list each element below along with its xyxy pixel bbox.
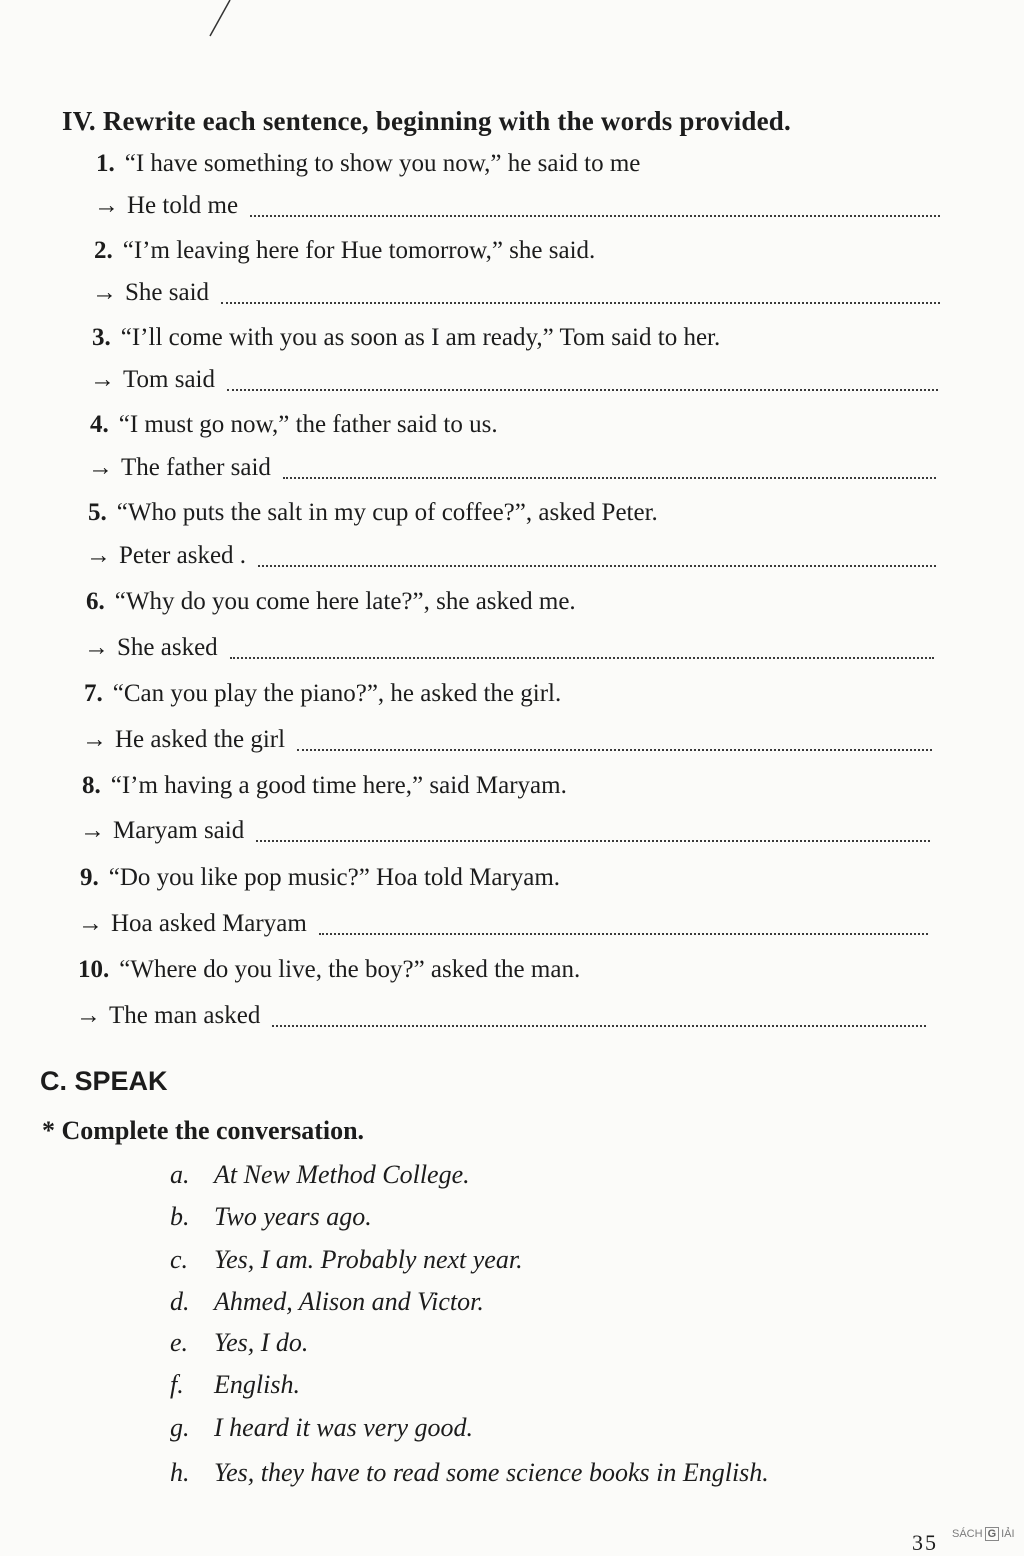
speak-instruction: * Complete the conversation. [42, 1116, 365, 1145]
arrow-icon: → [88, 454, 113, 481]
question-7 [84, 680, 561, 708]
answer-prompt: He asked the girl [115, 726, 286, 753]
option-letter: f. [170, 1370, 184, 1399]
answer-line-2[interactable] [92, 279, 940, 307]
question-10 [78, 956, 580, 984]
answer-blank[interactable] [272, 1025, 926, 1027]
option-e [170, 1328, 308, 1358]
answer-blank[interactable] [227, 389, 938, 391]
watermark-text-left: SÁCH [952, 1528, 983, 1540]
answer-prompt: He told me [127, 192, 239, 219]
answer-prompt: Peter asked . [119, 542, 247, 569]
question-sentence: “Can you play the piano?”, he asked the girl. [112, 680, 562, 707]
arrow-icon: → [94, 192, 119, 219]
speak-section-heading: C. SPEAK [40, 1066, 168, 1096]
answer-blank[interactable] [283, 477, 936, 479]
answer-blank[interactable] [297, 749, 932, 751]
question-sentence: “Why do you come here late?”, she asked me. [114, 588, 576, 615]
answer-line-4[interactable] [88, 454, 936, 482]
watermark-box: G [985, 1527, 1000, 1541]
arrow-icon: → [78, 910, 103, 937]
question-sentence: “I have something to show you now,” he said to me [124, 150, 641, 177]
question-3 [92, 324, 720, 352]
answer-prompt: The father said [121, 454, 271, 481]
option-text: Yes, I do. [214, 1328, 309, 1357]
answer-line-7[interactable] [82, 726, 932, 754]
question-4 [90, 411, 498, 439]
option-f [170, 1370, 300, 1400]
option-text: Two years ago. [214, 1202, 372, 1231]
question-5 [88, 499, 658, 527]
question-sentence: “Do you like pop music?” Hoa told Maryam. [108, 864, 561, 891]
question-sentence: “I’m having a good time here,” said Maryam. [110, 772, 567, 799]
answer-line-9[interactable] [78, 910, 928, 938]
option-letter: c. [170, 1245, 189, 1274]
question-number: 8. [82, 772, 101, 799]
answer-line-6[interactable] [84, 634, 934, 662]
option-text: English. [214, 1370, 300, 1399]
question-sentence: “I’ll come with you as soon as I am ready,” Tom said to her. [120, 324, 721, 351]
answer-blank[interactable] [230, 657, 934, 659]
option-a [170, 1160, 470, 1190]
answer-blank[interactable] [258, 565, 936, 567]
option-b [170, 1202, 372, 1232]
arrow-icon: → [84, 634, 109, 661]
page-number: 35 [912, 1530, 938, 1555]
answer-blank[interactable] [256, 840, 930, 842]
answer-prompt: She said [125, 279, 210, 306]
arrow-icon: → [80, 817, 105, 844]
option-text: Ahmed, Alison and Victor. [214, 1287, 484, 1316]
answer-line-3[interactable] [90, 366, 938, 394]
option-c [170, 1245, 523, 1275]
question-8 [82, 772, 567, 800]
question-number: 5. [88, 499, 107, 526]
question-1 [96, 150, 640, 178]
option-h [170, 1458, 769, 1488]
question-number: 1. [96, 150, 115, 177]
option-letter: d. [170, 1287, 190, 1316]
question-9 [80, 864, 560, 892]
answer-line-5[interactable] [86, 542, 936, 570]
answer-prompt: She asked [117, 634, 218, 661]
question-number: 10. [78, 956, 110, 983]
answer-blank[interactable] [250, 215, 940, 217]
question-number: 4. [90, 411, 109, 438]
answer-prompt: The man asked [109, 1002, 261, 1029]
question-sentence: “Where do you live, the boy?” asked the man. [119, 956, 581, 983]
arrow-icon: → [90, 366, 115, 393]
answer-blank[interactable] [319, 933, 928, 935]
option-g [170, 1413, 473, 1443]
option-letter: b. [170, 1202, 190, 1231]
exercise-iv-heading: IV. Rewrite each sentence, beginning with the words provided. [62, 106, 791, 136]
question-6 [86, 588, 576, 616]
answer-line-8[interactable] [80, 817, 930, 845]
option-letter: g. [170, 1413, 190, 1442]
question-sentence: “I’m leaving here for Hue tomorrow,” she said. [122, 237, 596, 264]
question-2 [94, 237, 595, 265]
question-number: 7. [84, 680, 103, 707]
arrow-icon: → [82, 726, 107, 753]
arrow-icon: → [92, 279, 117, 306]
option-letter: h. [170, 1458, 190, 1487]
arrow-icon: → [86, 542, 111, 569]
question-sentence: “Who puts the salt in my cup of coffee?”, asked Peter. [116, 499, 658, 526]
answer-prompt: Tom said [123, 366, 215, 393]
answer-prompt: Hoa asked Maryam [111, 910, 307, 937]
option-letter: e. [170, 1328, 189, 1357]
question-number: 6. [86, 588, 105, 615]
answer-prompt: Maryam said [113, 817, 245, 844]
option-text: Yes, they have to read some science books in English. [214, 1458, 769, 1487]
question-number: 9. [80, 864, 99, 891]
watermark-text-right: IẢI [1001, 1528, 1015, 1540]
option-text: I heard it was very good. [214, 1413, 473, 1442]
answer-blank[interactable] [221, 302, 940, 304]
option-text: At New Method College. [214, 1160, 470, 1189]
question-sentence: “I must go now,” the father said to us. [118, 411, 498, 438]
question-number: 3. [92, 324, 111, 351]
watermark-logo [952, 1527, 1015, 1541]
option-text: Yes, I am. Probably next year. [214, 1245, 523, 1274]
pen-stroke-mark [200, 0, 240, 40]
option-d [170, 1287, 484, 1317]
answer-line-10[interactable] [76, 1002, 926, 1030]
answer-line-1[interactable] [94, 192, 940, 220]
option-letter: a. [170, 1160, 190, 1189]
arrow-icon: → [76, 1002, 101, 1029]
question-number: 2. [94, 237, 113, 264]
